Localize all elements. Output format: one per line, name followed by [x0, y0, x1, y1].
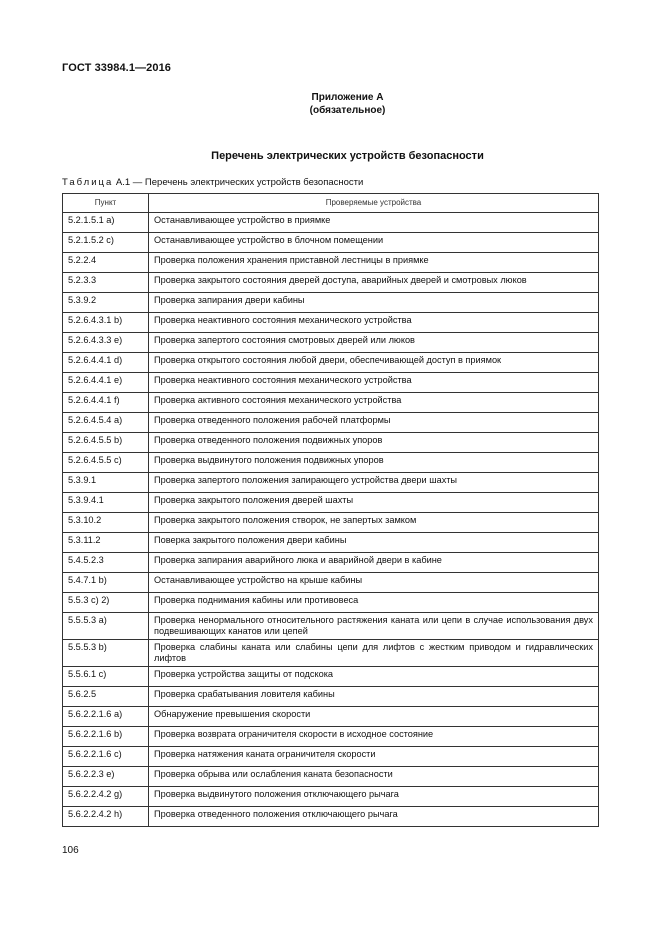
row-clause-number: 5.6.2.2.1.6 b)	[63, 727, 149, 747]
row-clause-number: 5.2.6.4.4.1 f)	[63, 393, 149, 413]
table-row	[63, 640, 599, 667]
row-clause-number: 5.2.6.4.5.5 b)	[63, 433, 149, 453]
row-clause-number: 5.4.5.2.3	[63, 553, 149, 573]
table-row	[63, 593, 599, 613]
table-row	[63, 573, 599, 593]
row-clause-number: 5.3.9.4.1	[63, 493, 149, 513]
table-row	[63, 553, 599, 573]
row-device-description: Проверка отведенного положения подвижных упоров	[149, 433, 599, 453]
row-device-description: Проверка слабины каната или слабины цепи для лифтов с жестким приводом и гидравлических лифтов	[149, 640, 599, 667]
row-device-description: Проверка закрытого положения дверей шахты	[149, 493, 599, 513]
row-device-description: Проверка активного состояния механического устройства	[149, 393, 599, 413]
table-row	[63, 293, 599, 313]
table-row	[63, 613, 599, 640]
row-device-description: Проверка устройства защиты от подскока	[149, 667, 599, 687]
row-device-description: Проверка выдвинутого положения отключающего рычага	[149, 787, 599, 807]
row-clause-number: 5.2.6.4.3.1 b)	[63, 313, 149, 333]
row-device-description: Проверка выдвинутого положения подвижных упоров	[149, 453, 599, 473]
document-title: Перечень электрических устройств безопасности	[211, 150, 484, 162]
row-device-description: Проверка обрыва или ослабления каната безопасности	[149, 767, 599, 787]
row-device-description: Проверка неактивного состояния механического устройства	[149, 313, 599, 333]
row-clause-number: 5.2.6.4.5.5 c)	[63, 453, 149, 473]
table-row	[63, 273, 599, 293]
row-device-description: Проверка закрытого положения створок, не запертых замком	[149, 513, 599, 533]
row-clause-number: 5.2.6.4.4.1 e)	[63, 373, 149, 393]
standard-code: ГОСТ 33984.1—2016	[62, 62, 172, 74]
table-row	[63, 433, 599, 453]
table-row	[63, 533, 599, 553]
row-device-description: Проверка закрытого состояния дверей доступа, аварийных дверей и смотровых люков	[149, 273, 599, 293]
row-clause-number: 5.6.2.2.4.2 g)	[63, 787, 149, 807]
row-device-description: Проверка натяжения каната ограничителя скорости	[149, 747, 599, 767]
row-clause-number: 5.4.7.1 b)	[63, 573, 149, 593]
row-clause-number: 5.2.6.4.4.1 d)	[63, 353, 149, 373]
row-device-description: Проверка возврата ограничителя скорости в исходное состояние	[149, 727, 599, 747]
row-clause-number: 5.5.6.1 c)	[63, 667, 149, 687]
table-row	[63, 233, 599, 253]
row-clause-number: 5.2.2.4	[63, 253, 149, 273]
row-device-description: Обнаружение превышения скорости	[149, 707, 599, 727]
row-device-description: Проверка отведенного положения рабочей платформы	[149, 413, 599, 433]
table-header-row	[63, 194, 599, 213]
table-row	[63, 767, 599, 787]
appendix-title: Приложение А	[311, 92, 384, 103]
table-row	[63, 747, 599, 767]
row-device-description: Проверка открытого состояния любой двери, обеспечивающей доступ в приямок	[149, 353, 599, 373]
column-header-devices: Проверяемые устройства	[149, 194, 599, 213]
row-device-description: Проверка поднимания кабины или противовеса	[149, 593, 599, 613]
table-row	[63, 807, 599, 827]
row-device-description: Проверка срабатывания ловителя кабины	[149, 687, 599, 707]
row-clause-number: 5.3.11.2	[63, 533, 149, 553]
row-clause-number: 5.2.6.4.3.3 e)	[63, 333, 149, 353]
row-clause-number: 5.5.3 c) 2)	[63, 593, 149, 613]
row-device-description: Проверка положения хранения приставной лестницы в приямке	[149, 253, 599, 273]
row-clause-number: 5.5.5.3 b)	[63, 640, 149, 667]
table-row	[63, 413, 599, 433]
table-row	[63, 313, 599, 333]
table-row	[63, 453, 599, 473]
row-clause-number: 5.2.3.3	[63, 273, 149, 293]
table-caption	[62, 177, 363, 188]
table-row	[63, 727, 599, 747]
row-clause-number: 5.3.9.2	[63, 293, 149, 313]
row-clause-number: 5.3.9.1	[63, 473, 149, 493]
row-clause-number: 5.6.2.2.1.6 c)	[63, 747, 149, 767]
row-clause-number: 5.6.2.2.1.6 a)	[63, 707, 149, 727]
table-caption-prefix: Таблица	[62, 177, 114, 188]
table-caption-text: А.1 — Перечень электрических устройств безопасности	[113, 177, 364, 188]
table-row	[63, 513, 599, 533]
row-clause-number: 5.2.1.5.2 c)	[63, 233, 149, 253]
row-device-description: Проверка запирания аварийного люка и аварийной двери в кабине	[149, 553, 599, 573]
page-number: 106	[62, 845, 79, 856]
table-row	[63, 707, 599, 727]
row-clause-number: 5.2.1.5.1 а)	[63, 213, 149, 233]
table-row	[63, 353, 599, 373]
table-row	[63, 473, 599, 493]
row-device-description: Останавливающее устройство на крыше кабины	[149, 573, 599, 593]
row-device-description: Проверка запертого положения запирающего устройства двери шахты	[149, 473, 599, 493]
table-row	[63, 333, 599, 353]
table-row	[63, 667, 599, 687]
row-device-description: Проверка запертого состояния смотровых дверей или люков	[149, 333, 599, 353]
row-clause-number: 5.6.2.5	[63, 687, 149, 707]
appendix-heading	[0, 91, 661, 117]
table-row	[63, 687, 599, 707]
row-device-description: Проверка запирания двери кабины	[149, 293, 599, 313]
row-device-description: Проверка неактивного состояния механического устройства	[149, 373, 599, 393]
safety-devices-table	[62, 193, 599, 827]
row-device-description: Останавливающее устройство в блочном помещении	[149, 233, 599, 253]
row-clause-number: 5.5.5.3 a)	[63, 613, 149, 640]
table-row	[63, 253, 599, 273]
table-row	[63, 373, 599, 393]
table-row	[63, 787, 599, 807]
table-row	[63, 493, 599, 513]
row-clause-number: 5.6.2.2.4.2 h)	[63, 807, 149, 827]
table-row	[63, 213, 599, 233]
row-device-description: Поверка закрытого положения двери кабины	[149, 533, 599, 553]
table-body	[63, 213, 599, 827]
column-header-point: Пункт	[63, 194, 149, 213]
row-clause-number: 5.3.10.2	[63, 513, 149, 533]
table-row	[63, 393, 599, 413]
row-device-description: Проверка отведенного положения отключающего рычага	[149, 807, 599, 827]
appendix-subtitle: (обязательное)	[309, 105, 386, 116]
row-device-description: Проверка ненормального относительного растяжения каната или цепи в случае использования двух подвешивающих канатов или цепей	[149, 613, 599, 640]
row-clause-number: 5.2.6.4.5.4 a)	[63, 413, 149, 433]
row-clause-number: 5.6.2.2.3 e)	[63, 767, 149, 787]
row-device-description: Останавливающее устройство в приямке	[149, 213, 599, 233]
